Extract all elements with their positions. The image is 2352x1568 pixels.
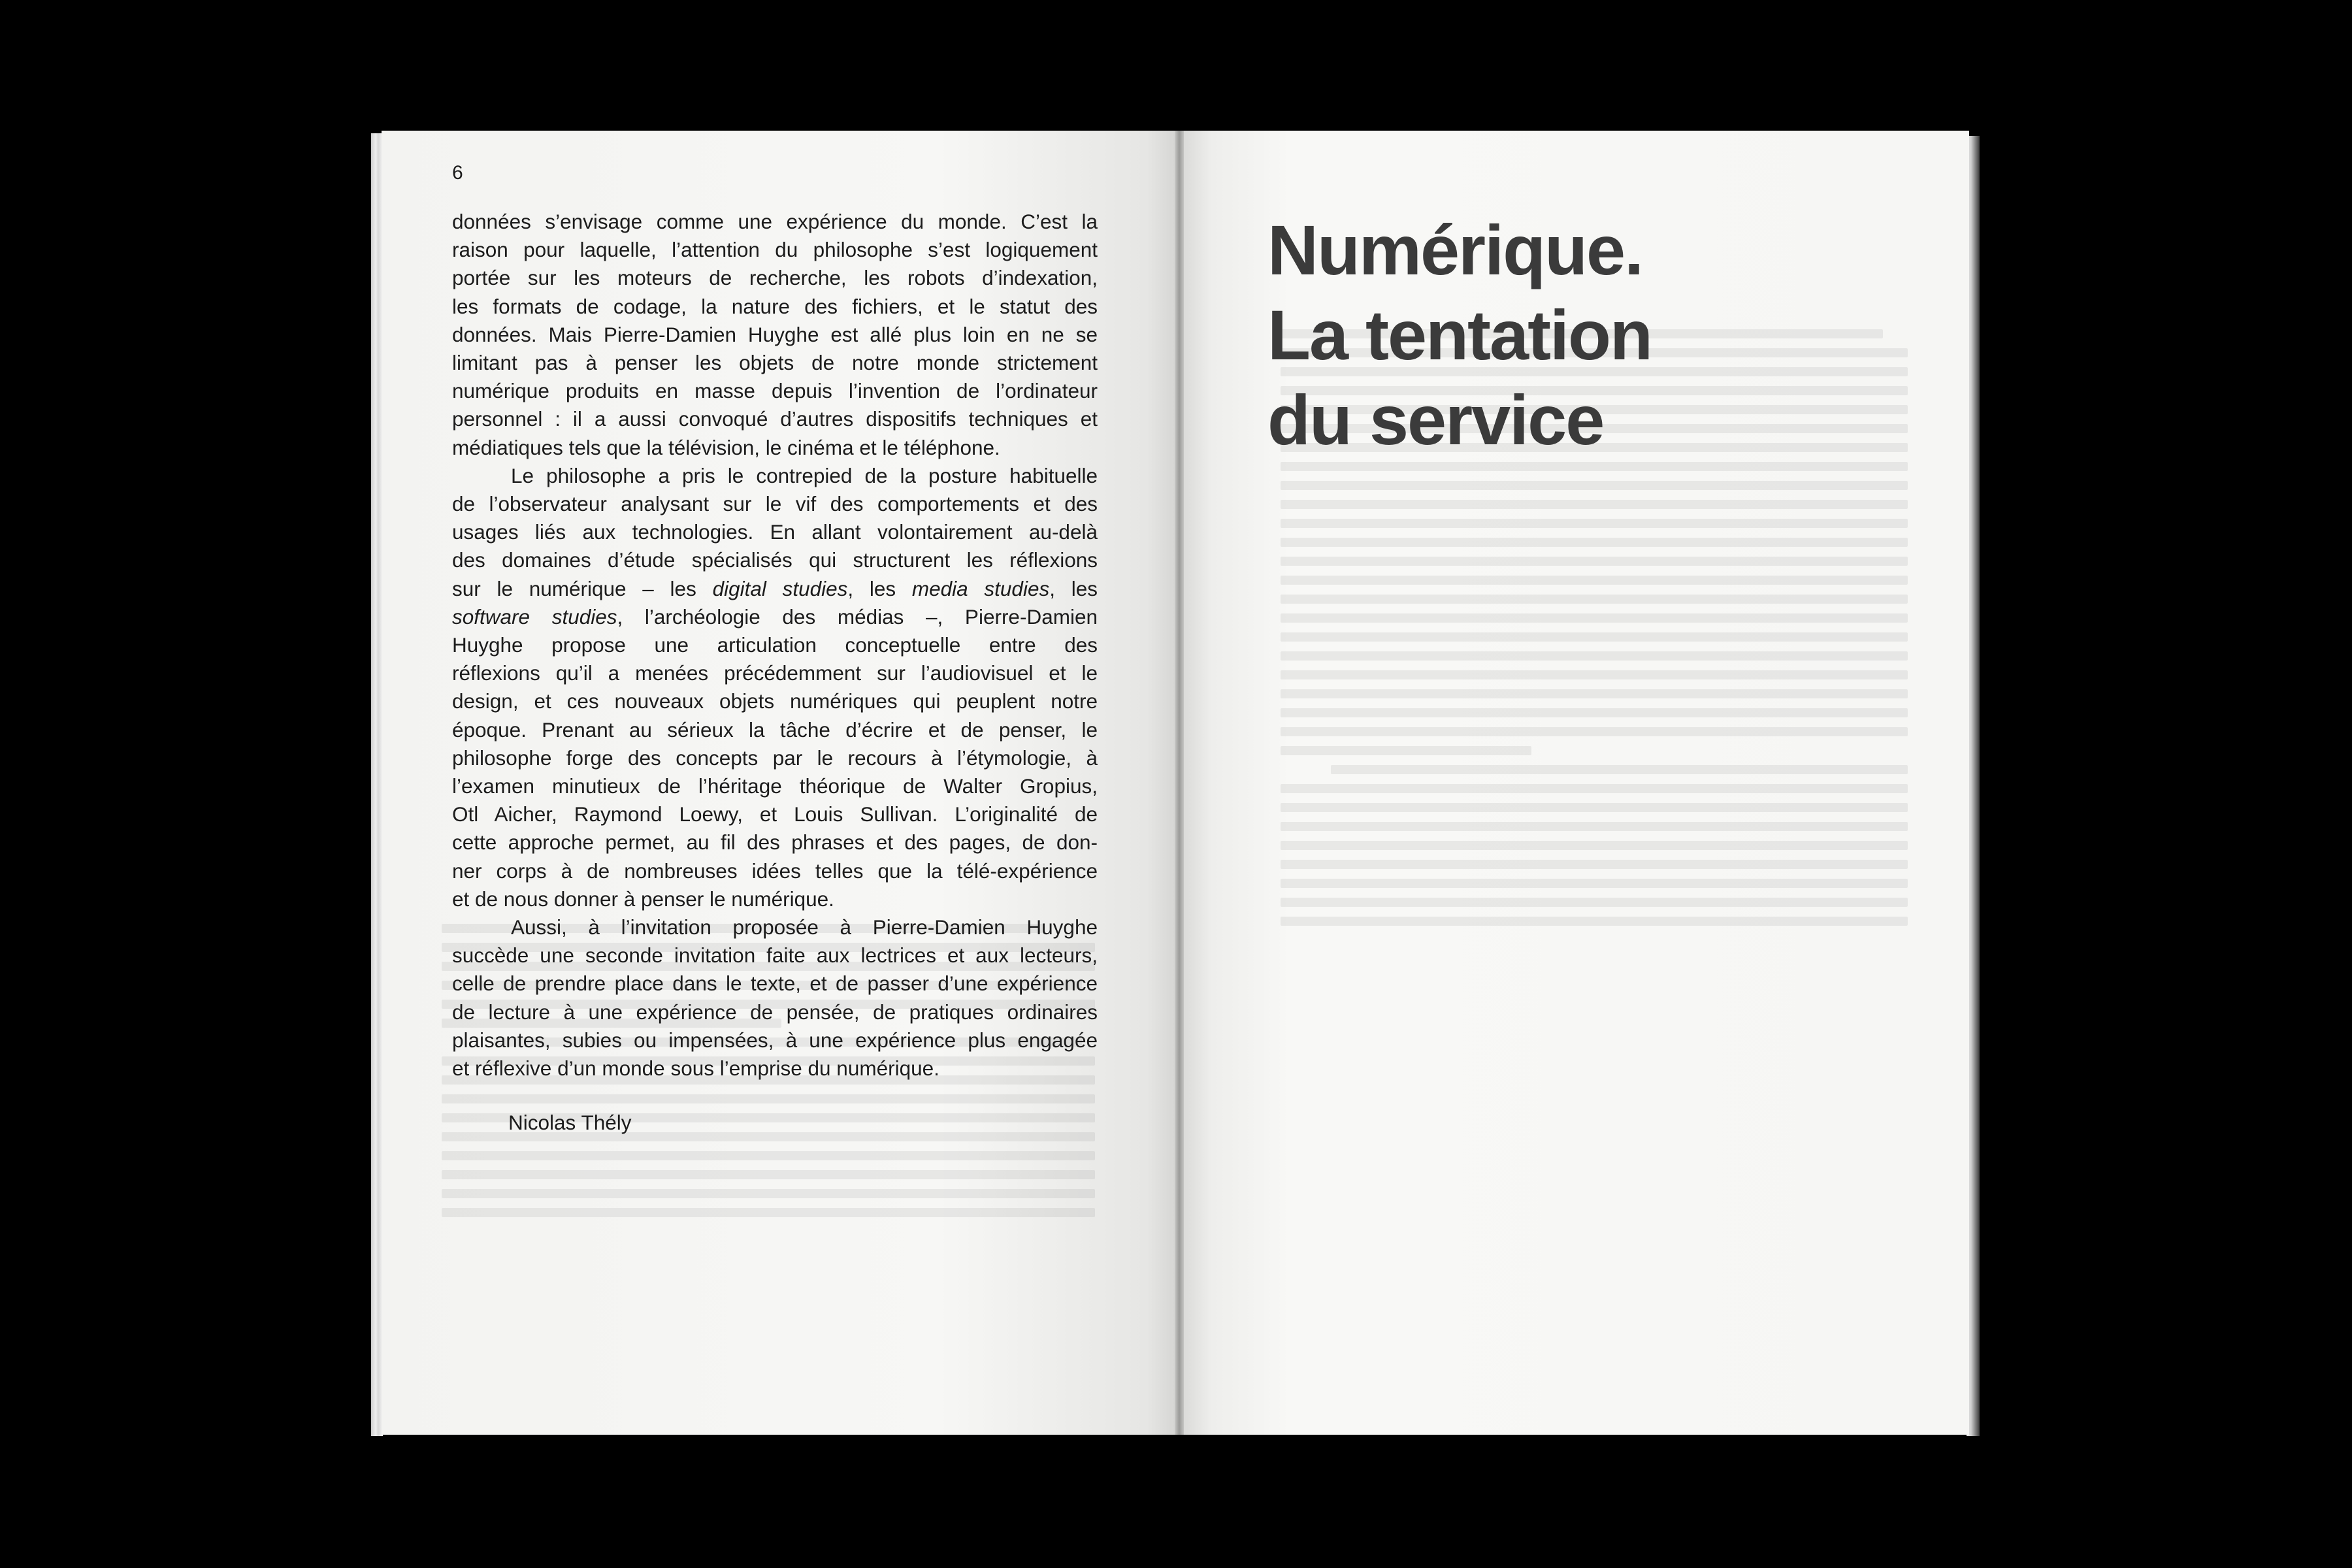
- text-line-with-italics: [452, 575, 1098, 603]
- text-run: , les: [847, 576, 912, 600]
- text-line: limitant pas à penser les objets de notre monde strictement: [452, 351, 1098, 375]
- text-line: réflexions qu’il a menées précédemment sur l’audiovisuel et le: [452, 661, 1098, 685]
- text-run: , l’archéologie des médias –, Pierre-Damien: [617, 604, 1098, 629]
- heading-line: du service: [1267, 380, 1604, 459]
- text-line: numérique produits en masse depuis l’invention de l’ordinateur: [452, 379, 1098, 403]
- text-line: raison pour laquelle, l’attention du philosophe s’est logiquement: [452, 238, 1098, 262]
- text-line: usages liés aux technologies. En allant volontairement au-delà: [452, 520, 1098, 544]
- text-line: cette approche permet, au fil des phrases et des pages, de don-: [452, 830, 1098, 855]
- text-run: , les: [1049, 576, 1098, 600]
- text-line: époque. Prenant au sérieux la tâche d’écrire et de penser, le: [452, 717, 1098, 742]
- text-line: l’examen minutieux de l’héritage théorique de Walter Gropius,: [452, 774, 1098, 798]
- italic-run: software studies: [452, 604, 617, 629]
- text-line: et réflexive d’un monde sous l’emprise du numérique.: [452, 1056, 939, 1081]
- show-through-right: [1281, 320, 1908, 1365]
- text-run: sur le numérique – les: [452, 576, 713, 600]
- author-signature: Nicolas Thély: [508, 1111, 632, 1134]
- text-line: succède une seconde invitation faite aux lectrices et aux lecteurs,: [452, 943, 1098, 968]
- text-line: Aussi, à l’invitation proposée à Pierre-Damien Huyghe: [511, 915, 1098, 939]
- text-line-with-italics: [452, 603, 1098, 631]
- text-line: design, et ces nouveaux objets numériques qui peuplent notre: [452, 689, 1098, 713]
- text-line: les formats de codage, la nature des fichiers, et le statut des: [452, 294, 1098, 318]
- text-line: Otl Aicher, Raymond Loewy, et Louis Sullivan. L’originalité de: [452, 802, 1098, 826]
- text-line: données. Mais Pierre-Damien Huyghe est allé plus loin en ne se: [452, 322, 1098, 346]
- text-line: ner corps à de nombreuses idées telles que la télé-expérience: [452, 858, 1098, 883]
- text-line: plaisantes, subies ou impensées, à une expérience plus engagée: [452, 1028, 1098, 1052]
- text-line: personnel : il a aussi convoqué d’autres dispositifs techniques et: [452, 407, 1098, 431]
- italic-run: digital studies: [712, 576, 848, 600]
- text-line: celle de prendre place dans le texte, et de passer d’une expérience: [452, 972, 1098, 996]
- text-line: Le philosophe a pris le contrepied de la posture habituelle: [511, 463, 1098, 487]
- text-line: portée sur les moteurs de recherche, les robots d’indexation,: [452, 266, 1098, 290]
- heading-line: Numérique.: [1267, 210, 1643, 289]
- text-line: philosophe forge des concepts par le recours à l’étymologie, à: [452, 745, 1098, 770]
- body-text: [452, 208, 1098, 1083]
- page-number: 6: [452, 162, 463, 184]
- chapter-heading: [1267, 208, 1855, 463]
- text-line: et de nous donner à penser le numérique.: [452, 887, 834, 911]
- heading-line: La tentation: [1267, 295, 1652, 374]
- text-line: des domaines d’étude spécialisés qui structurent les réflexions: [452, 548, 1098, 572]
- italic-run: media studies: [911, 576, 1050, 600]
- text-line: Huyghe propose une articulation conceptuelle entre des: [452, 633, 1098, 657]
- text-line: de l’observateur analysant sur le vif des comportements et des: [452, 492, 1098, 516]
- text-line: données s’envisage comme une expérience du monde. C’est la: [452, 210, 1098, 233]
- book-gutter: [1175, 131, 1184, 1435]
- text-line: de lecture à une expérience de pensée, de pratiques ordinaires: [452, 1000, 1098, 1024]
- text-line: médiatiques tels que la télévision, le cinéma et le téléphone.: [452, 435, 1000, 459]
